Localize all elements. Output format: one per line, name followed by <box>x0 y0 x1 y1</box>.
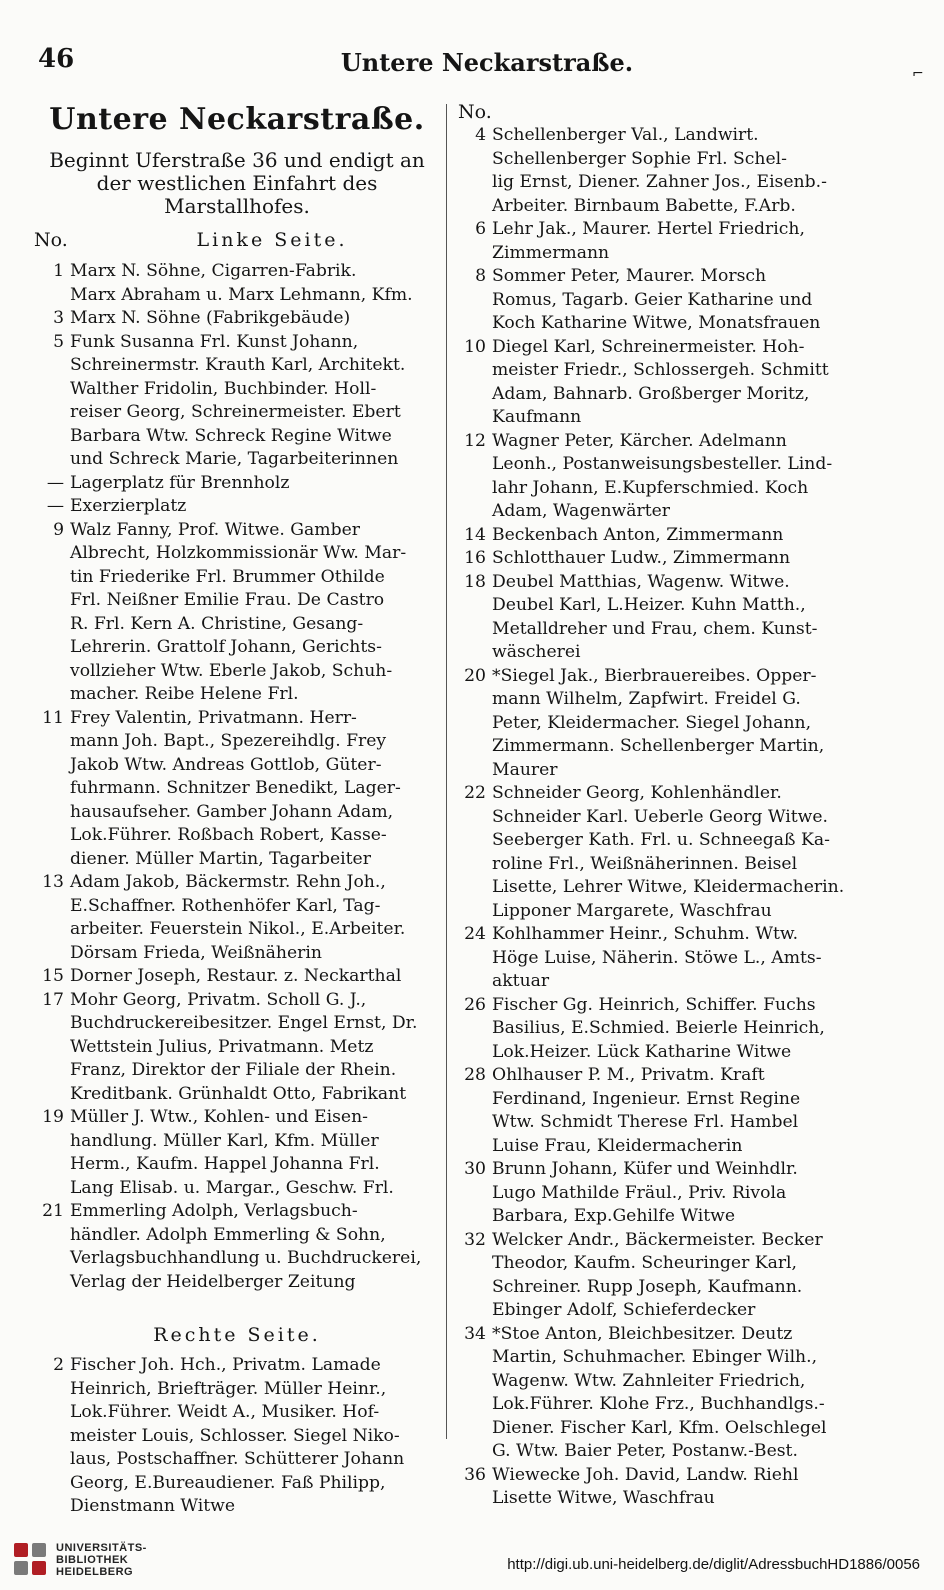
house-number: 11 <box>42 707 64 728</box>
right-column <box>456 100 856 1511</box>
residents-text: *Siegel Jak., Bierbrauereibes. Opper- mann Wilhelm, Zapfwirt. Freidel G. Peter, Kleidermacher. Siegel Johann, Zimmermann. Schellenberger Martin, Maurer <box>492 665 825 780</box>
list-item <box>34 472 440 496</box>
list-item <box>456 1064 856 1158</box>
library-logo <box>14 1542 147 1578</box>
residents-text: Wagner Peter, Kärcher. Adelmann Leonh., Postanweisungsbesteller. Lind- lahr Johann, E.Kupferschmied. Koch Adam, Wagenwärter <box>492 430 833 521</box>
house-number: 17 <box>42 989 64 1010</box>
list-item <box>34 260 440 307</box>
house-number: 30 <box>464 1159 486 1179</box>
residents-text: Lehr Jak., Maurer. Hertel Friedrich, Zimmermann <box>492 219 805 263</box>
list-item <box>456 665 856 783</box>
list-item <box>34 519 440 707</box>
list-item <box>34 965 440 989</box>
section-title: Untere Neckarstraße. <box>49 102 425 137</box>
residents-text: Schlotthauer Ludw., Zimmermann <box>492 548 791 568</box>
house-number: 5 <box>53 331 64 352</box>
list-item <box>456 265 856 336</box>
right-side-entries-left-col <box>34 1354 440 1519</box>
house-number: 3 <box>53 308 64 328</box>
house-number: 13 <box>42 872 64 892</box>
residents-text: Wiewecke Joh. David, Landw. Riehl Lisette Witwe, Waschfrau <box>492 1464 799 1508</box>
residents-text: Diegel Karl, Schreinermeister. Hoh- meister Friedr., Schlossergeh. Schmitt Adam, Bahnarb. Großberger Moritz, Kaufmann <box>492 336 829 427</box>
left-column <box>34 100 440 1519</box>
house-number: 32 <box>464 1229 486 1250</box>
house-number: 1 <box>53 261 64 281</box>
residents-text: Adam Jakob, Bäckermstr. Rehn Joh., E.Schaffner. Rothenhöfer Karl, Tag- arbeiter. Feuerstein Nikol., E.Arbeiter. Dörsam Frieda, Weißnäherin <box>70 872 406 963</box>
house-number: 18 <box>464 571 486 592</box>
house-number: 9 <box>53 519 64 540</box>
list-item <box>456 1323 856 1464</box>
list-item <box>456 994 856 1065</box>
list-item <box>34 871 440 965</box>
residents-text: Schellenberger Val., Landwirt. Schellenberger Sophie Frl. Schel- lig Ernst, Diener. Zahner Jos., Eisenb.- Arbeiter. Birnbaum Babette, F.Arb. <box>492 125 827 216</box>
house-number: — <box>46 472 64 493</box>
residents-text: Marx N. Söhne (Fabrikgebäude) <box>70 308 351 328</box>
list-item <box>34 1106 440 1200</box>
residents-text: Marx N. Söhne, Cigarren-Fabrik. Marx Abraham u. Marx Lehmann, Kfm. <box>70 261 413 305</box>
house-number: 21 <box>42 1201 64 1221</box>
left-side-entries <box>34 260 440 1294</box>
left-side-label: Linke Seite. <box>196 229 348 251</box>
residents-text: *Stoe Anton, Bleichbesitzer. Deutz Martin, Schuhmacher. Ebinger Wilh., Wagenw. Wtw. Zahnleiter Friedrich, Lok.Führer. Klohe Frz., Buchhandlgs.- Diener. Fischer Karl, Kfm. Oelschlegel G. Wtw. Baier Peter, Postanw.-Best. <box>492 1323 827 1461</box>
residents-text: Brunn Johann, Küfer und Weinhdlr. Lugo Mathilde Fräul., Priv. Rivola Barbara, Exp.Gehilfe Witwe <box>492 1159 798 1226</box>
list-item <box>456 430 856 524</box>
list-item <box>456 1229 856 1323</box>
residents-text: Fischer Joh. Hch., Privatm. Lamade Heinrich, Briefträger. Müller Heinr., Lok.Führer. Weidt A., Musiker. Hof- meister Louis, Schlosser. Siegel Niko- laus, Postschaffner. Schütterer Johann Georg, E.Bureaudiener. Faß Philipp, Dienstmann Witwe <box>70 1355 405 1516</box>
house-number: 8 <box>475 266 486 286</box>
residents-text: Frey Valentin, Privatmann. Herr- mann Joh. Bapt., Spezereihdlg. Frey Jakob Wtw. Andreas Gottlob, Güter- fuhrmann. Schnitzer Benedikt, Lager- hausaufseher. Gamber Johann Adam, Lok.Führer. Roßbach Robert, Kasse- diener. Müller Martin, Tagarbeiter <box>70 707 401 869</box>
residents-text: Exerzierplatz <box>70 496 187 516</box>
right-column-entries <box>456 124 856 1511</box>
house-number: 14 <box>464 524 486 545</box>
house-number: 2 <box>53 1355 64 1375</box>
left-column-header <box>34 228 440 252</box>
list-item <box>34 1354 440 1519</box>
library-name: UNIVERSITÄTS- BIBLIOTHEK HEIDELBERG <box>56 1542 147 1578</box>
street-intro: Beginnt Uferstraße 36 und endigt an der westlichen Einfahrt des Marstallhofes. <box>49 148 425 218</box>
residents-text: Walz Fanny, Prof. Witwe. Gamber Albrecht, Holzkommissionär Ww. Mar- tin Friederike Frl. Brummer Othilde Frl. Neißner Emilie Frau. De Castro R. Frl. Kern A. Christine, Gesang- Lehrerin. Grattolf Johann, Gerichts- vollzieher Wtw. Eberle Jakob, Schuh- macher. Reibe Helene Frl. <box>70 519 407 704</box>
list-item <box>34 307 440 331</box>
list-item <box>456 547 856 571</box>
house-number: 26 <box>464 994 486 1015</box>
list-item <box>34 331 440 472</box>
house-number: 34 <box>464 1323 486 1344</box>
residents-text: Fischer Gg. Heinrich, Schiffer. Fuchs Basilius, E.Schmied. Beierle Heinrich, Lok.Heizer. Lück Katharine Witwe <box>492 994 825 1062</box>
residents-text: Lagerplatz für Brennholz <box>70 472 290 493</box>
list-item <box>456 1464 856 1511</box>
list-item <box>456 782 856 923</box>
source-url[interactable]: http://digi.ub.uni-heidelberg.de/diglit/AdressbuchHD1886/0056 <box>507 1556 920 1573</box>
residents-text: Schneider Georg, Kohlenhändler. Schneider Karl. Ueberle Georg Witwe. Seeberger Kath. Frl. u. Schneegaß Ka- roline Frl., Weißnäherinnen. Beisel Lisette, Lehrer Witwe, Kleidermacherin. Lipponer Margarete, Waschfrau <box>492 783 845 921</box>
running-head: Untere Neckarstraße. <box>340 48 634 77</box>
column-divider <box>446 104 447 1439</box>
list-item <box>456 124 856 218</box>
house-number: — <box>46 496 64 516</box>
list-item <box>34 1200 440 1294</box>
residents-text: Kohlhammer Heinr., Schuhm. Wtw. Höge Luise, Näherin. Stöwe L., Amts- aktuar <box>492 924 822 991</box>
list-item <box>456 524 856 548</box>
list-item <box>456 923 856 994</box>
house-number: 4 <box>475 125 486 145</box>
house-number: 12 <box>464 430 486 451</box>
house-number: 16 <box>464 548 486 568</box>
house-number: 22 <box>464 783 486 803</box>
number-label: No. <box>34 229 68 251</box>
right-side-label: Rechte Seite. <box>153 1324 321 1346</box>
residents-text: Deubel Matthias, Wagenw. Witwe. Deubel Karl, L.Heizer. Kuhn Matth., Metalldreher und Frau, chem. Kunst- wäscherei <box>492 571 818 662</box>
list-item <box>34 989 440 1107</box>
list-item <box>34 707 440 872</box>
house-number: 6 <box>475 219 486 239</box>
residents-text: Funk Susanna Frl. Kunst Johann, Schreinermstr. Krauth Karl, Architekt. Walther Fridolin, Buchbinder. Holl- reiser Georg, Schreinermeister. Ebert Barbara Wtw. Schreck Regine Witwe und Schreck Marie, Tagarbeiterinnen <box>70 331 406 469</box>
residents-text: Beckenbach Anton, Zimmermann <box>492 524 784 545</box>
margin-mark: ⌐ <box>912 66 924 82</box>
list-item <box>456 336 856 430</box>
residents-text: Welcker Andr., Bäckermeister. Becker Theodor, Kaufm. Scheuringer Karl, Schreiner. Rupp Joseph, Kaufmann. Ebinger Adolf, Schieferdecker <box>492 1229 823 1320</box>
residents-text: Müller J. Wtw., Kohlen- und Eisen- handlung. Müller Karl, Kfm. Müller Herm., Kaufm. Happel Johanna Frl. Lang Elisab. u. Margar., Geschw. Frl. <box>70 1107 394 1198</box>
number-label-right: No. <box>458 101 492 123</box>
house-number: 20 <box>464 665 486 686</box>
list-item <box>456 571 856 665</box>
library-logo-icon <box>14 1543 48 1577</box>
residents-text: Sommer Peter, Maurer. Morsch Romus, Tagarb. Geier Katharine und Koch Katharine Witwe, Monatsfrauen <box>492 266 821 333</box>
page-number: 46 <box>38 44 75 74</box>
residents-text: Ohlhauser P. M., Privatm. Kraft Ferdinand, Ingenieur. Ernst Regine Wtw. Schmidt Therese Frl. Hambel Luise Frau, Kleidermacherin <box>492 1065 801 1156</box>
house-number: 36 <box>464 1464 486 1485</box>
house-number: 15 <box>42 966 64 986</box>
house-number: 24 <box>464 924 486 944</box>
residents-text: Emmerling Adolph, Verlagsbuch- händler. Adolph Emmerling & Sohn, Verlagsbuchhandlung u. Buchdruckerei, Verlag der Heidelberger Zeitung <box>70 1201 422 1292</box>
list-item <box>456 218 856 265</box>
house-number: 28 <box>464 1065 486 1085</box>
house-number: 10 <box>464 336 486 357</box>
list-item <box>34 495 440 519</box>
residents-text: Mohr Georg, Privatm. Scholl G. J., Buchdruckereibesitzer. Engel Ernst, Dr. Wettstein Julius, Privatmann. Metz Franz, Direktor der Filiale der Rhein. Kreditbank. Grünhaldt Otto, Fabrikant <box>70 989 418 1104</box>
house-number: 19 <box>42 1107 64 1127</box>
residents-text: Dorner Joseph, Restaur. z. Neckarthal <box>70 966 402 986</box>
list-item <box>456 1158 856 1229</box>
